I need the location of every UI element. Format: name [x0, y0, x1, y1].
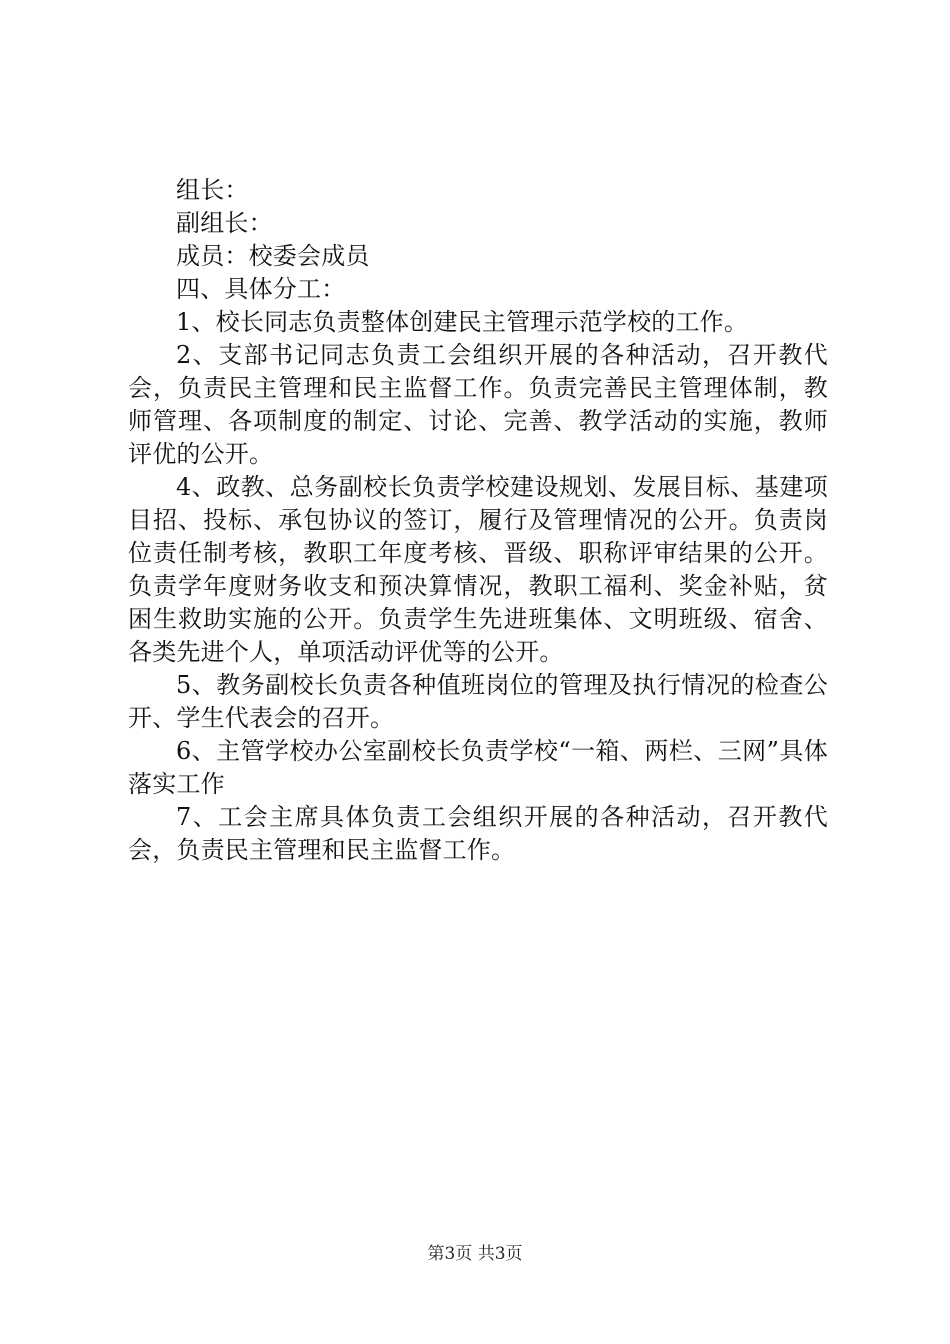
document-body — [128, 174, 828, 867]
page-number: 第3页 共3页 — [427, 1244, 523, 1264]
duty-item-7: 7、工会主席具体负责工会组织开展的各种活动，召开教代会，负责民主管理和民主监督工作。 — [128, 803, 828, 864]
duty-item-2: 2、支部书记同志负责工会组织开展的各种活动，召开教代会，负责民主管理和民主监督工作。负责完善民主管理体制，教师管理、各项制度的制定、讨论、完善、教学活动的实施，教师评优的公开。 — [128, 341, 828, 468]
duty-item-5: 5、教务副校长负责各种值班岗位的管理及执行情况的检查公开、学生代表会的召开。 — [128, 671, 828, 732]
deputy-leader-line: 副组长： — [176, 209, 273, 237]
duty-item-6: 6、主管学校办公室副校长负责学校“一箱、两栏、三网”具体落实工作 — [128, 737, 828, 798]
duty-item-1: 1、校长同志负责整体创建民主管理示范学校的工作。 — [176, 308, 749, 336]
section-heading: 四、具体分工： — [176, 275, 346, 303]
duty-item-4: 4、政教、总务副校长负责学校建设规划、发展目标、基建项目招、投标、承包协议的签订，履行及管理情况的公开。负责岗位责任制考核，教职工年度考核、晋级、职称评审结果的公开。负责学年度财务收支和预决算情况，教职工福利、奖金补贴，贫困生救助实施的公开。负责学生先进班集体、文明班级、宿舍、各类先进个人，单项活动评优等的公开。 — [128, 473, 828, 666]
members-line: 成员：校委会成员 — [176, 242, 370, 270]
leader-line: 组长： — [176, 176, 249, 204]
